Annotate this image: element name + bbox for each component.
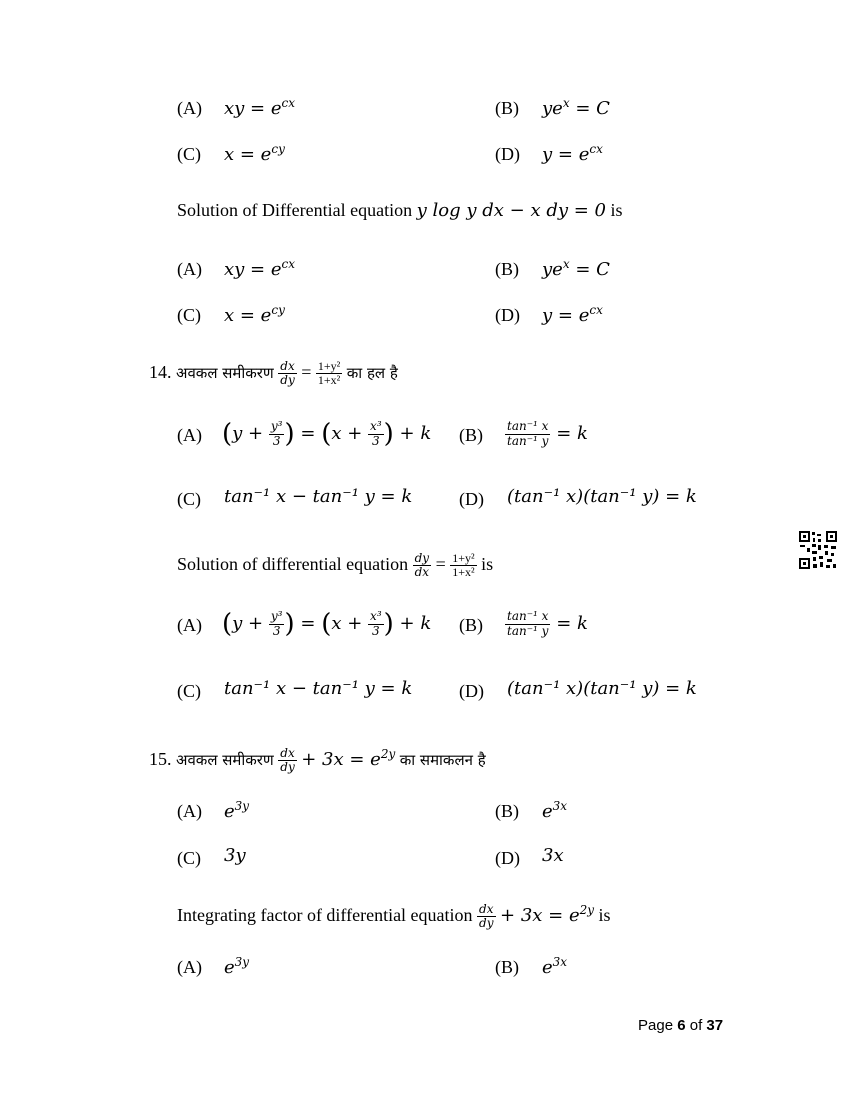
q14-en-option-b-expr: $\frac{\text{tan⁻¹ x}}{\text{tan⁻¹ y}}$ = k: [507, 608, 588, 638]
q14-en-option-a-expr: (y + $\frac{\text{y³}}{3}$ ) = (x + $\frac{\text{x³}}{3}$ ) + k: [222, 608, 432, 639]
option-b-label: (B): [495, 259, 519, 279]
q14-option-c-expr: tan⁻¹ x − tan⁻¹ y = k: [224, 486, 413, 507]
option-c-label: (C): [177, 144, 201, 164]
qr-code-icon: [798, 530, 838, 570]
option-c-label: (C): [177, 305, 201, 325]
q14-option-a-label: (A): [177, 425, 202, 445]
option-d-expr: $y = e^{cx}$: [542, 142, 603, 165]
q14-hindi-question: 14. अवकल समीकरण $\frac{dx}{dy}$ = $\frac{\text{1+y²}}{\text{1+x²}}$ का हल है: [149, 358, 398, 388]
q15-hindi-question: 15. अवकल समीकरण $\frac{dx}{dy}$ + $3x = e^{2y}$ का समाकलन है: [149, 745, 486, 775]
option-b-label: (B): [495, 98, 519, 118]
q15-en-option-b-label: (B): [495, 957, 519, 977]
q15-option-d-label: (D): [495, 848, 520, 868]
option-a-label: (A): [177, 98, 202, 118]
q15-option-b-expr: $e^{3x}$: [542, 799, 568, 822]
q14-en-option-a-label: (A): [177, 615, 202, 635]
q15-option-c-label: (C): [177, 848, 201, 868]
q14-option-a-expr: (y + $\frac{\text{y³}}{3}$ ) = (x + $\frac{\text{x³}}{3}$ ) + k: [222, 418, 432, 449]
q15-option-a-expr: $e^{3y}$: [224, 799, 250, 822]
page-number: Page 6 of 37: [638, 1017, 724, 1034]
option-d-expr: $y = e^{cx}$: [542, 303, 603, 326]
q13-english-question: Solution of Differential equation y log y dx − x dy = 0 is: [177, 200, 623, 221]
option-b-expr: $ye^x = C$: [542, 257, 610, 280]
q15-option-d-expr: 3x: [542, 845, 564, 866]
option-b-expr: $ye^x = C$: [542, 96, 610, 119]
q15-en-option-a-label: (A): [177, 957, 202, 977]
q15-en-option-a-expr: $e^{3y}$: [224, 955, 250, 978]
q15-en-option-b-expr: $e^{3x}$: [542, 955, 568, 978]
q15-english-question: Integrating factor of differential equation $\frac{dx}{dy}$ + $3x = e^{2y}$ is: [177, 901, 611, 931]
q14-option-b-expr: $\frac{\text{tan⁻¹ x}}{\text{tan⁻¹ y}}$ = k: [507, 418, 588, 448]
q14-en-option-c-expr: tan⁻¹ x − tan⁻¹ y = k: [224, 678, 413, 699]
q14-en-option-d-expr: (tan⁻¹ x)(tan⁻¹ y) = k: [507, 678, 697, 699]
q14-option-b-label: (B): [459, 425, 483, 445]
q14-en-option-d-label: (D): [459, 681, 484, 701]
option-c-expr: $x = e^{cy}$: [224, 303, 285, 326]
q14-english-question: Solution of differential equation $\frac{dy}{dx}$ = $\frac{\text{1+y²}}{\text{1+x²}}$ is: [177, 550, 494, 580]
option-a-expr: xy = $e^{cx}$: [224, 96, 295, 119]
q15-option-b-label: (B): [495, 801, 519, 821]
option-d-label: (D): [495, 305, 520, 325]
q15-option-c-expr: 3y: [224, 845, 246, 866]
q15-option-a-label: (A): [177, 801, 202, 821]
option-a-expr: xy = $e^{cx}$: [224, 257, 295, 280]
q14-en-option-c-label: (C): [177, 681, 201, 701]
q14-option-d-label: (D): [459, 489, 484, 509]
option-d-label: (D): [495, 144, 520, 164]
q14-option-c-label: (C): [177, 489, 201, 509]
q14-option-d-expr: (tan⁻¹ x)(tan⁻¹ y) = k: [507, 486, 697, 507]
option-c-expr: $x = e^{cy}$: [224, 142, 285, 165]
option-a-label: (A): [177, 259, 202, 279]
q14-en-option-b-label: (B): [459, 615, 483, 635]
